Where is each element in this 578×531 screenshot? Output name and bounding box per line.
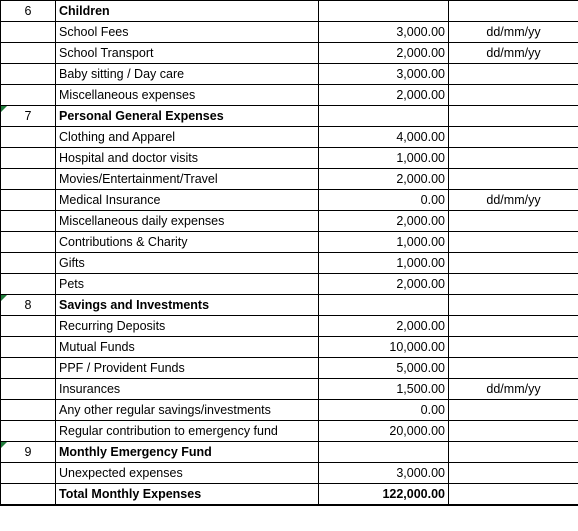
row-number-cell[interactable]: [1, 337, 56, 358]
expense-row: [1, 337, 578, 358]
expense-row: [1, 358, 578, 379]
date-cell[interactable]: [449, 232, 578, 253]
date-cell[interactable]: [449, 127, 578, 148]
date-cell[interactable]: [449, 211, 578, 232]
section-header-row: [1, 1, 578, 22]
expense-row: [1, 274, 578, 295]
expense-label-cell[interactable]: Medical Insurance: [56, 190, 319, 211]
total-row: [1, 484, 578, 505]
section-title-cell[interactable]: Children: [56, 1, 319, 22]
expense-row: [1, 85, 578, 106]
amount-cell[interactable]: 2,000.00: [319, 169, 449, 190]
date-cell[interactable]: dd/mm/yy: [449, 379, 578, 400]
expense-row: [1, 211, 578, 232]
amount-cell[interactable]: 2,000.00: [319, 85, 449, 106]
amount-cell[interactable]: 5,000.00: [319, 358, 449, 379]
expense-label-cell[interactable]: Contributions & Charity: [56, 232, 319, 253]
amount-cell[interactable]: [319, 1, 449, 22]
row-number-cell[interactable]: [1, 22, 56, 43]
date-cell[interactable]: [449, 169, 578, 190]
date-cell[interactable]: [449, 421, 578, 442]
expense-row: [1, 127, 578, 148]
amount-cell[interactable]: 4,000.00: [319, 127, 449, 148]
amount-cell[interactable]: 2,000.00: [319, 43, 449, 64]
date-cell[interactable]: dd/mm/yy: [449, 22, 578, 43]
expense-row: [1, 253, 578, 274]
row-number-cell[interactable]: [1, 484, 56, 505]
expense-label-cell[interactable]: Baby sitting / Day care: [56, 64, 319, 85]
amount-cell[interactable]: 3,000.00: [319, 22, 449, 43]
amount-cell[interactable]: 1,000.00: [319, 148, 449, 169]
expense-row: [1, 22, 578, 43]
expense-label-cell[interactable]: Unexpected expenses: [56, 463, 319, 484]
row-number-cell[interactable]: [1, 253, 56, 274]
date-cell[interactable]: [449, 64, 578, 85]
date-cell[interactable]: [449, 442, 578, 463]
row-number-cell[interactable]: [1, 85, 56, 106]
expense-label-cell[interactable]: Miscellaneous daily expenses: [56, 211, 319, 232]
row-number-cell[interactable]: 8: [1, 295, 56, 316]
expense-row: [1, 463, 578, 484]
date-cell[interactable]: [449, 85, 578, 106]
expense-table-body: [1, 1, 578, 505]
section-title-cell[interactable]: Monthly Emergency Fund: [56, 442, 319, 463]
section-title-cell[interactable]: Savings and Investments: [56, 295, 319, 316]
date-cell[interactable]: [449, 148, 578, 169]
row-number-cell[interactable]: [1, 211, 56, 232]
expense-row: [1, 232, 578, 253]
expense-label-cell[interactable]: Clothing and Apparel: [56, 127, 319, 148]
amount-cell[interactable]: 1,000.00: [319, 232, 449, 253]
expense-label-cell[interactable]: Miscellaneous expenses: [56, 85, 319, 106]
date-cell[interactable]: [449, 295, 578, 316]
row-number-cell[interactable]: [1, 421, 56, 442]
row-number-cell[interactable]: [1, 43, 56, 64]
expense-label-cell[interactable]: Recurring Deposits: [56, 316, 319, 337]
row-number-cell[interactable]: [1, 379, 56, 400]
total-amount-cell[interactable]: 122,000.00: [319, 484, 449, 505]
cell-indicator-icon: [1, 442, 7, 448]
cell-indicator-icon: [1, 106, 7, 112]
expense-label-cell[interactable]: Any other regular savings/investments: [56, 400, 319, 421]
section-title-cell[interactable]: Personal General Expenses: [56, 106, 319, 127]
expense-label-cell[interactable]: Regular contribution to emergency fund: [56, 421, 319, 442]
row-number-cell[interactable]: [1, 232, 56, 253]
section-header-row: [1, 442, 578, 463]
section-header-row: [1, 295, 578, 316]
amount-cell[interactable]: 0.00: [319, 400, 449, 421]
date-cell[interactable]: [449, 463, 578, 484]
date-cell[interactable]: [449, 316, 578, 337]
expense-label-cell[interactable]: School Transport: [56, 43, 319, 64]
amount-cell[interactable]: 1,000.00: [319, 253, 449, 274]
date-cell[interactable]: [449, 337, 578, 358]
expense-row: [1, 379, 578, 400]
expense-row: [1, 421, 578, 442]
amount-cell[interactable]: [319, 295, 449, 316]
amount-cell[interactable]: 2,000.00: [319, 274, 449, 295]
row-number-cell[interactable]: 7: [1, 106, 56, 127]
row-number-cell[interactable]: [1, 148, 56, 169]
amount-cell[interactable]: [319, 106, 449, 127]
section-header-row: [1, 106, 578, 127]
amount-cell[interactable]: 20,000.00: [319, 421, 449, 442]
row-number-cell[interactable]: 9: [1, 442, 56, 463]
row-number-cell[interactable]: [1, 190, 56, 211]
row-number-cell[interactable]: [1, 463, 56, 484]
row-number-cell[interactable]: [1, 358, 56, 379]
expense-row: [1, 148, 578, 169]
expense-label-cell[interactable]: Mutual Funds: [56, 337, 319, 358]
row-number-cell[interactable]: [1, 316, 56, 337]
date-cell[interactable]: [449, 106, 578, 127]
amount-cell[interactable]: [319, 442, 449, 463]
date-cell[interactable]: dd/mm/yy: [449, 190, 578, 211]
row-number-cell[interactable]: [1, 127, 56, 148]
cell-indicator-icon: [1, 295, 7, 301]
expense-row: [1, 43, 578, 64]
amount-cell[interactable]: 1,500.00: [319, 379, 449, 400]
expense-label-cell[interactable]: Insurances: [56, 379, 319, 400]
total-label-cell[interactable]: Total Monthly Expenses: [56, 484, 319, 505]
expense-row: [1, 400, 578, 421]
expense-label-cell[interactable]: School Fees: [56, 22, 319, 43]
amount-cell[interactable]: 3,000.00: [319, 463, 449, 484]
expense-label-cell[interactable]: PPF / Provident Funds: [56, 358, 319, 379]
amount-cell[interactable]: 3,000.00: [319, 64, 449, 85]
row-number-cell[interactable]: [1, 64, 56, 85]
amount-cell[interactable]: 2,000.00: [319, 316, 449, 337]
date-cell[interactable]: dd/mm/yy: [449, 43, 578, 64]
date-cell[interactable]: [449, 1, 578, 22]
row-number-cell[interactable]: [1, 169, 56, 190]
date-cell[interactable]: [449, 400, 578, 421]
expense-label-cell[interactable]: Gifts: [56, 253, 319, 274]
amount-cell[interactable]: 0.00: [319, 190, 449, 211]
date-cell[interactable]: [449, 484, 578, 505]
amount-cell[interactable]: 10,000.00: [319, 337, 449, 358]
amount-cell[interactable]: 2,000.00: [319, 211, 449, 232]
expense-label-cell[interactable]: Hospital and doctor visits: [56, 148, 319, 169]
expense-row: [1, 169, 578, 190]
row-number-cell[interactable]: 6: [1, 1, 56, 22]
row-number-cell[interactable]: [1, 274, 56, 295]
expense-row: [1, 316, 578, 337]
date-cell[interactable]: [449, 274, 578, 295]
expense-row: [1, 64, 578, 85]
row-number-cell[interactable]: [1, 400, 56, 421]
expense-row: [1, 190, 578, 211]
date-cell[interactable]: [449, 253, 578, 274]
expense-label-cell[interactable]: Pets: [56, 274, 319, 295]
date-cell[interactable]: [449, 358, 578, 379]
expense-label-cell[interactable]: Movies/Entertainment/Travel: [56, 169, 319, 190]
